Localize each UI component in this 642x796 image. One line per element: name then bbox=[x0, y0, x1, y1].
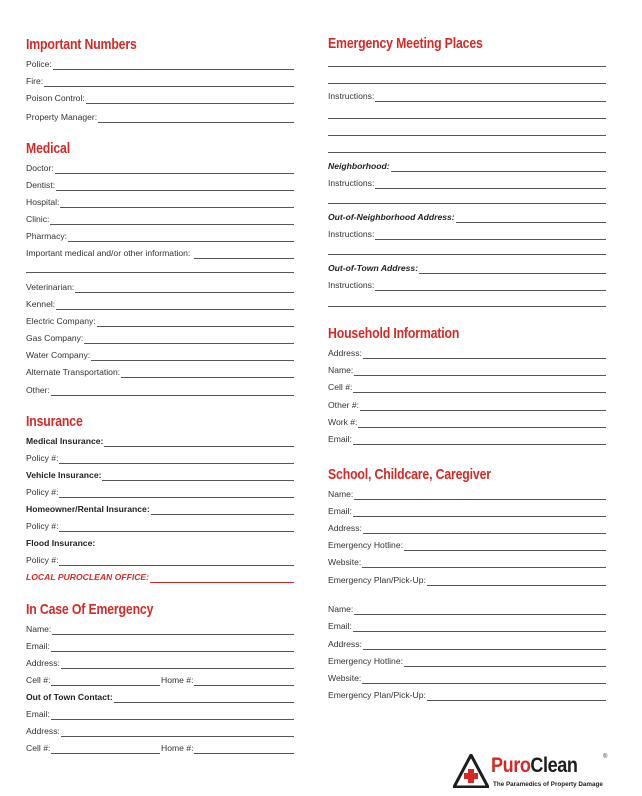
field-line[interactable] bbox=[52, 626, 294, 635]
field-out-of-town-instructions[interactable] bbox=[328, 280, 606, 291]
field-line[interactable] bbox=[104, 438, 294, 447]
field-line[interactable] bbox=[427, 577, 606, 586]
field-label: Kennel: bbox=[26, 299, 56, 309]
field-flood-policy[interactable] bbox=[26, 555, 294, 566]
field-label: Cell #: bbox=[26, 743, 51, 753]
field-label: Email: bbox=[26, 709, 50, 719]
blank-line[interactable] bbox=[328, 83, 606, 84]
field-line[interactable] bbox=[51, 677, 160, 686]
field-line[interactable] bbox=[363, 350, 606, 359]
field-hospital[interactable] bbox=[26, 197, 294, 208]
field-line[interactable] bbox=[375, 180, 606, 189]
field-label: Name: bbox=[328, 365, 354, 375]
field-label: Doctor: bbox=[26, 163, 54, 173]
field-label: LOCAL PUROCLEAN OFFICE: bbox=[26, 572, 150, 582]
field-label: Pharmacy: bbox=[26, 231, 68, 241]
field-flood-insurance bbox=[26, 538, 294, 549]
field-pharmacy[interactable] bbox=[26, 231, 294, 242]
section-title-school: School, Childcare, Caregiver bbox=[328, 466, 491, 483]
field-label: Out-of-Neighborhood Address: bbox=[328, 212, 455, 222]
brand-clean: Clean bbox=[530, 754, 578, 777]
field-label: Dentist: bbox=[26, 180, 56, 190]
field-line[interactable] bbox=[98, 114, 294, 123]
field-label: Website: bbox=[328, 557, 362, 567]
field-label: Address: bbox=[26, 726, 60, 736]
field-line[interactable] bbox=[68, 233, 294, 242]
field-meeting-instructions[interactable] bbox=[328, 91, 606, 102]
field-line[interactable] bbox=[91, 352, 294, 361]
field-line[interactable] bbox=[404, 542, 606, 551]
field-label: Water Company: bbox=[26, 350, 91, 360]
field-line[interactable] bbox=[456, 214, 606, 223]
field-line[interactable] bbox=[358, 419, 606, 428]
field-label: Name: bbox=[328, 489, 354, 499]
field-label: Gas Company: bbox=[26, 333, 84, 343]
field-line[interactable] bbox=[51, 745, 160, 754]
field-line[interactable] bbox=[360, 402, 606, 411]
field-label: Instructions: bbox=[328, 229, 375, 239]
field-water-company[interactable] bbox=[26, 350, 294, 361]
field-label: Policy #: bbox=[26, 555, 59, 565]
field-label: Out-of-Town Address: bbox=[328, 263, 419, 273]
field-alternate-transportation[interactable] bbox=[26, 367, 294, 378]
field-label: Instructions: bbox=[328, 178, 375, 188]
field-household-address[interactable] bbox=[328, 348, 606, 359]
field-label: Cell #: bbox=[26, 675, 51, 685]
registered-mark: ® bbox=[603, 754, 608, 760]
field-school2-website[interactable] bbox=[328, 673, 606, 684]
field-line[interactable] bbox=[353, 623, 606, 632]
field-line[interactable] bbox=[121, 369, 294, 378]
field-line[interactable] bbox=[59, 455, 294, 464]
field-line[interactable] bbox=[363, 641, 606, 650]
field-label: Other #: bbox=[328, 400, 360, 410]
blank-line[interactable] bbox=[328, 135, 606, 136]
puroclean-house-icon bbox=[453, 754, 489, 788]
field-doctor[interactable] bbox=[26, 163, 294, 174]
field-label: Emergency Plan/Pick-Up: bbox=[328, 575, 426, 585]
field-line[interactable] bbox=[53, 61, 294, 70]
field-out-of-town-address[interactable] bbox=[328, 263, 606, 274]
brand-puro: Puro bbox=[491, 754, 531, 777]
field-label: Cell #: bbox=[328, 382, 353, 392]
field-label: Address: bbox=[26, 658, 60, 668]
field-label: Important medical and/or other information: bbox=[26, 248, 191, 258]
field-line[interactable] bbox=[419, 265, 606, 274]
field-line[interactable] bbox=[194, 745, 294, 754]
blank-line[interactable] bbox=[328, 254, 606, 255]
field-line[interactable] bbox=[354, 367, 606, 376]
field-property-manager[interactable] bbox=[26, 112, 294, 123]
field-school2-address[interactable] bbox=[328, 639, 606, 650]
field-label: Email: bbox=[328, 506, 352, 516]
field-emergency-cell[interactable] bbox=[26, 675, 160, 686]
field-line[interactable] bbox=[404, 658, 606, 667]
field-vehicle-policy[interactable] bbox=[26, 487, 294, 498]
field-label: Instructions: bbox=[328, 280, 375, 290]
field-vehicle-insurance[interactable] bbox=[26, 470, 294, 481]
field-line[interactable] bbox=[56, 182, 294, 191]
field-emergency-name[interactable] bbox=[26, 624, 294, 635]
field-line[interactable] bbox=[55, 165, 294, 174]
field-neighborhood[interactable] bbox=[328, 161, 606, 172]
field-line[interactable] bbox=[86, 95, 294, 104]
field-medical-policy[interactable] bbox=[26, 453, 294, 464]
field-contact-address[interactable] bbox=[26, 726, 294, 737]
field-line[interactable] bbox=[84, 335, 294, 344]
field-school1-hotline[interactable] bbox=[328, 540, 606, 551]
field-label: Flood Insurance: bbox=[26, 538, 96, 548]
field-household-name[interactable] bbox=[328, 365, 606, 376]
field-label: Address: bbox=[328, 523, 362, 533]
field-line[interactable] bbox=[427, 692, 606, 701]
field-line[interactable] bbox=[375, 231, 606, 240]
field-line[interactable] bbox=[151, 506, 294, 515]
field-label: Home #: bbox=[161, 743, 194, 753]
blank-line[interactable] bbox=[328, 306, 606, 307]
field-label: Email: bbox=[26, 641, 50, 651]
field-line[interactable] bbox=[97, 318, 294, 327]
field-out-of-town-contact[interactable] bbox=[26, 692, 294, 703]
field-dentist[interactable] bbox=[26, 180, 294, 191]
field-kennel[interactable] bbox=[26, 299, 294, 310]
field-out-of-neighborhood-instructions[interactable] bbox=[328, 229, 606, 240]
field-veterinarian[interactable] bbox=[26, 282, 294, 293]
field-label: Emergency Plan/Pick-Up: bbox=[328, 690, 426, 700]
field-line[interactable] bbox=[56, 301, 294, 310]
field-label: Fire: bbox=[26, 76, 44, 86]
field-school2-email[interactable] bbox=[328, 621, 606, 632]
field-school2-plan[interactable] bbox=[328, 690, 606, 701]
field-line[interactable] bbox=[363, 525, 606, 534]
field-line[interactable] bbox=[61, 660, 294, 669]
field-school1-name[interactable] bbox=[328, 489, 606, 500]
field-line[interactable] bbox=[354, 491, 606, 500]
field-label: Emergency Hotline: bbox=[328, 656, 403, 666]
field-clinic[interactable] bbox=[26, 214, 294, 225]
field-line[interactable] bbox=[362, 559, 606, 568]
field-contact-cell[interactable] bbox=[26, 743, 160, 754]
field-line[interactable] bbox=[44, 78, 294, 87]
field-label: Policy #: bbox=[26, 521, 59, 531]
field-label: Poison Control: bbox=[26, 93, 85, 103]
field-line[interactable] bbox=[51, 643, 294, 652]
field-label: Home #: bbox=[161, 675, 194, 685]
field-line[interactable] bbox=[59, 557, 294, 566]
field-neighborhood-instructions[interactable] bbox=[328, 178, 606, 189]
field-label: Police: bbox=[26, 59, 52, 69]
blank-line[interactable] bbox=[328, 152, 606, 153]
brand-name bbox=[491, 754, 577, 778]
field-label: Address: bbox=[328, 348, 362, 358]
blank-line[interactable] bbox=[26, 272, 294, 273]
blank-line[interactable] bbox=[328, 66, 606, 67]
field-label: Name: bbox=[328, 604, 354, 614]
field-line[interactable] bbox=[194, 677, 294, 686]
field-line[interactable] bbox=[391, 163, 606, 172]
field-line[interactable] bbox=[50, 216, 294, 225]
field-line[interactable] bbox=[51, 387, 294, 396]
field-label: Website: bbox=[328, 673, 362, 683]
field-emergency-address[interactable] bbox=[26, 658, 294, 669]
field-line[interactable] bbox=[362, 675, 606, 684]
field-gas-company[interactable] bbox=[26, 333, 294, 344]
field-poison-control[interactable] bbox=[26, 93, 294, 104]
section-title-meeting-places: Emergency Meeting Places bbox=[328, 35, 483, 52]
field-label: Electric Company: bbox=[26, 316, 96, 326]
blank-line[interactable] bbox=[328, 203, 606, 204]
field-homeowner-insurance[interactable] bbox=[26, 504, 294, 515]
field-household-work[interactable] bbox=[328, 417, 606, 428]
field-label: Veterinarian: bbox=[26, 282, 75, 292]
field-contact-email[interactable] bbox=[26, 709, 294, 720]
field-household-email[interactable] bbox=[328, 434, 606, 445]
field-line[interactable] bbox=[353, 384, 606, 393]
field-school1-email[interactable] bbox=[328, 506, 606, 517]
field-other[interactable] bbox=[26, 385, 294, 396]
blank-line[interactable] bbox=[328, 118, 606, 119]
field-line[interactable] bbox=[375, 282, 606, 291]
field-medical-insurance[interactable] bbox=[26, 436, 294, 447]
field-line[interactable] bbox=[51, 711, 294, 720]
field-line[interactable] bbox=[353, 508, 606, 517]
field-line[interactable] bbox=[375, 93, 606, 102]
field-label: Emergency Hotline: bbox=[328, 540, 403, 550]
field-police[interactable] bbox=[26, 59, 294, 70]
puroclean-logo bbox=[453, 752, 613, 792]
field-school1-website[interactable] bbox=[328, 557, 606, 568]
field-school2-name[interactable] bbox=[328, 604, 606, 615]
field-school2-hotline[interactable] bbox=[328, 656, 606, 667]
field-local-puroclean-office[interactable] bbox=[26, 572, 294, 583]
field-line[interactable] bbox=[194, 250, 294, 259]
field-line[interactable] bbox=[59, 523, 294, 532]
field-label: Hospital: bbox=[26, 197, 60, 207]
field-line[interactable] bbox=[353, 436, 606, 445]
section-title-important-numbers: Important Numbers bbox=[26, 36, 137, 53]
field-label: Medical Insurance: bbox=[26, 436, 104, 446]
field-label: Address: bbox=[328, 639, 362, 649]
section-title-in-case-of-emergency: In Case Of Emergency bbox=[26, 601, 154, 618]
field-label: Vehicle Insurance: bbox=[26, 470, 102, 480]
section-title-insurance: Insurance bbox=[26, 413, 83, 430]
field-label: Property Manager: bbox=[26, 112, 98, 122]
field-label: Out of Town Contact: bbox=[26, 692, 113, 702]
field-label: Email: bbox=[328, 434, 352, 444]
field-line[interactable] bbox=[61, 728, 294, 737]
field-line[interactable] bbox=[114, 694, 294, 703]
field-line[interactable] bbox=[150, 574, 294, 583]
section-title-household: Household Information bbox=[328, 325, 460, 342]
field-emergency-home[interactable] bbox=[161, 675, 294, 686]
field-household-other[interactable] bbox=[328, 400, 606, 411]
section-title-medical: Medical bbox=[26, 140, 70, 157]
field-line[interactable] bbox=[354, 606, 606, 615]
field-line[interactable] bbox=[75, 284, 294, 293]
field-label: Neighborhood: bbox=[328, 161, 390, 171]
field-school1-plan[interactable] bbox=[328, 575, 606, 586]
field-school1-address[interactable] bbox=[328, 523, 606, 534]
field-label: Name: bbox=[26, 624, 52, 634]
field-medical-info[interactable] bbox=[26, 248, 294, 259]
brand-tagline: The Paramedics of Property Damage bbox=[493, 781, 603, 788]
field-label: Other: bbox=[26, 385, 50, 395]
field-label: Alternate Transportation: bbox=[26, 367, 121, 377]
field-out-of-neighborhood-address[interactable] bbox=[328, 212, 606, 223]
field-label: Policy #: bbox=[26, 487, 59, 497]
field-label: Instructions: bbox=[328, 91, 375, 101]
field-label: Clinic: bbox=[26, 214, 50, 224]
field-homeowner-policy[interactable] bbox=[26, 521, 294, 532]
field-contact-home[interactable] bbox=[161, 743, 294, 754]
field-fire[interactable] bbox=[26, 76, 294, 87]
field-label: Policy #: bbox=[26, 453, 59, 463]
field-line[interactable] bbox=[102, 472, 294, 481]
field-line[interactable] bbox=[60, 199, 294, 208]
field-emergency-email[interactable] bbox=[26, 641, 294, 652]
field-electric-company[interactable] bbox=[26, 316, 294, 327]
field-label: Email: bbox=[328, 621, 352, 631]
field-line[interactable] bbox=[59, 489, 294, 498]
field-label: Homeowner/Rental Insurance: bbox=[26, 504, 150, 514]
field-household-cell[interactable] bbox=[328, 382, 606, 393]
field-label: Work #: bbox=[328, 417, 358, 427]
